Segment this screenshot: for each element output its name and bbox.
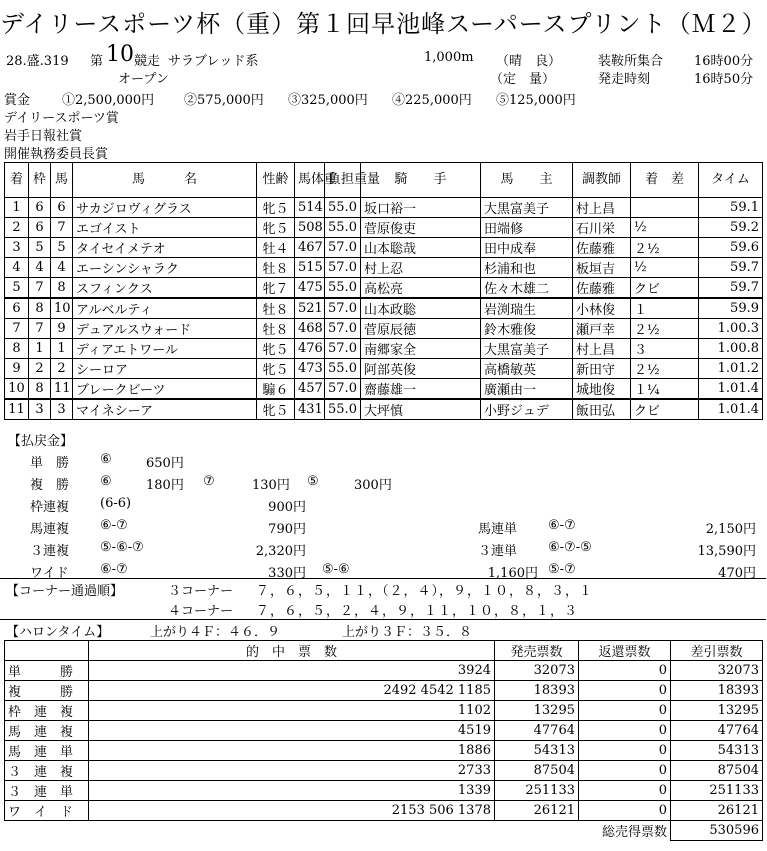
votes-cell-returned: 0 <box>579 741 671 761</box>
votes-cell-net: 54313 <box>671 741 763 761</box>
cell-margin: ３ <box>631 339 699 359</box>
votes-cell-sold: 18393 <box>495 681 579 701</box>
cell-body-weight: 457 <box>295 379 325 400</box>
start-time: 16時50分 <box>694 72 754 87</box>
cell-waku: 6 <box>29 218 51 238</box>
cell-rank: 2 <box>5 218 29 238</box>
umaren-fuku-label: 馬連複 <box>30 522 70 537</box>
cell-waku: 7 <box>29 278 51 299</box>
umaren-fuku-amount: 790円 <box>268 522 306 537</box>
cell-time: 1.00.8 <box>699 339 763 359</box>
cell-time: 1.01.4 <box>699 379 763 400</box>
cell-uma: 9 <box>51 319 73 339</box>
cell-body-weight: 521 <box>295 298 325 319</box>
cell-body-weight: 508 <box>295 218 325 238</box>
cell-body-weight: 515 <box>295 258 325 278</box>
cell-load-weight: 55.0 <box>325 198 361 218</box>
cell-sex-age: 牡８ <box>257 319 295 339</box>
cell-rank: 4 <box>5 258 29 278</box>
wakuren-label: 枠連複 <box>30 500 70 515</box>
votes-cell-type: ３ 連 複 <box>5 761 89 781</box>
cell-load-weight: 55.0 <box>325 359 361 379</box>
votes-cell-net: 251133 <box>671 781 763 801</box>
cell-sex-age: 牝５ <box>257 399 295 420</box>
votes-cell-sold: 13295 <box>495 701 579 721</box>
cell-margin <box>631 198 699 218</box>
cell-horse-name: エゴイスト <box>73 218 257 238</box>
header-trainer: 調教師 <box>573 163 631 198</box>
award-1: デイリースポーツ賞 <box>4 111 119 126</box>
cell-waku: 6 <box>29 198 51 218</box>
cell-rank: 5 <box>5 278 29 299</box>
prize-4: ④225,000円 <box>392 93 472 108</box>
race-code: 28.盛.319 <box>6 54 69 69</box>
cell-jockey: 大坪慎 <box>361 399 481 420</box>
cell-jockey: 高松亮 <box>361 278 481 299</box>
cell-time: 59.7 <box>699 258 763 278</box>
cell-trainer: 佐藤雅 <box>573 238 631 258</box>
cell-trainer: 板垣吉 <box>573 258 631 278</box>
cell-waku: 8 <box>29 298 51 319</box>
wide-combo-1: ⑥-⑦ <box>100 562 128 577</box>
result-row <box>5 339 763 359</box>
cell-horse-name: サカジロヴィグラス <box>73 198 257 218</box>
votes-cell-sold: 54313 <box>495 741 579 761</box>
prize-5: ⑤125,000円 <box>496 93 576 108</box>
cell-jockey: 南郷家全 <box>361 339 481 359</box>
votes-cell-sold: 87504 <box>495 761 579 781</box>
votes-total-row <box>5 821 763 841</box>
votes-cell-hit: 2492 4542 1185 <box>89 681 495 701</box>
cell-uma: 5 <box>51 238 73 258</box>
votes-cell-sold: 26121 <box>495 801 579 821</box>
votes-row <box>5 661 763 681</box>
sanren-fuku-amount: 2,320円 <box>255 544 306 559</box>
cell-margin: ２½ <box>631 359 699 379</box>
cell-body-weight: 467 <box>295 238 325 258</box>
cell-trainer: 城地俊 <box>573 379 631 400</box>
cell-time: 1.00.3 <box>699 319 763 339</box>
race-kyoso: 競走 <box>134 54 161 69</box>
cell-rank: 1 <box>5 198 29 218</box>
cell-owner: 廣瀬由一 <box>481 379 573 400</box>
votes-total-label: 総売得票数 <box>601 825 667 840</box>
votes-cell-hit: 1886 <box>89 741 495 761</box>
cell-horse-name: タイセイメテオ <box>73 238 257 258</box>
gather-label: 装鞍所集合 <box>598 54 664 69</box>
votes-header-net: 差引票数 <box>671 641 763 661</box>
cell-trainer: 佐藤雅 <box>573 278 631 299</box>
votes-cell-returned: 0 <box>579 661 671 681</box>
votes-cell-hit: 2733 <box>89 761 495 781</box>
cell-horse-name: デュアルスウォード <box>73 319 257 339</box>
cell-jockey: 齋藤雄一 <box>361 379 481 400</box>
start-label: 発走時刻 <box>598 72 651 87</box>
prize-label: 賞金 <box>4 93 31 108</box>
cell-trainer: 村上昌 <box>573 339 631 359</box>
halon-divider <box>0 619 766 620</box>
result-row <box>5 238 763 258</box>
result-row <box>5 218 763 238</box>
cell-time: 59.2 <box>699 218 763 238</box>
cell-time: 1.01.4 <box>699 399 763 420</box>
votes-row <box>5 761 763 781</box>
award-3: 開催執務委員長賞 <box>4 147 109 162</box>
fukusho-amount-1: 180円 <box>146 478 184 493</box>
cell-owner: 田中成奉 <box>481 238 573 258</box>
header-weight: 馬体重 <box>295 163 325 198</box>
votes-cell-net: 47764 <box>671 721 763 741</box>
wide-amount-1: 330円 <box>268 566 306 581</box>
cell-body-weight: 468 <box>295 319 325 339</box>
cell-waku: 2 <box>29 359 51 379</box>
prize-1: ①2,500,000円 <box>62 93 155 108</box>
corner-label: 【コーナー通過順】 <box>6 584 124 599</box>
cell-load-weight: 57.0 <box>325 298 361 319</box>
cell-horse-name: シーロア <box>73 359 257 379</box>
cell-sex-age: 騸６ <box>257 379 295 400</box>
cell-jockey: 坂口裕一 <box>361 198 481 218</box>
award-2: 岩手日報社賞 <box>4 129 83 144</box>
results-table <box>4 162 763 420</box>
race-number: 10 <box>106 42 134 67</box>
cell-rank: 10 <box>5 379 29 400</box>
cell-horse-name: マイネシーア <box>73 399 257 420</box>
wide-label: ワイド <box>30 566 69 581</box>
cell-jockey: 菅原辰徳 <box>361 319 481 339</box>
cell-time: 1.01.2 <box>699 359 763 379</box>
cell-uma: 6 <box>51 198 73 218</box>
cell-body-weight: 475 <box>295 278 325 299</box>
cell-uma: 2 <box>51 359 73 379</box>
cell-body-weight: 431 <box>295 399 325 420</box>
cell-load-weight: 57.0 <box>325 238 361 258</box>
cell-margin: ２½ <box>631 319 699 339</box>
race-weather: （晴 良） <box>496 54 562 69</box>
votes-header-sold: 発売票数 <box>495 641 579 661</box>
votes-table <box>4 640 763 841</box>
cell-rank: 8 <box>5 339 29 359</box>
cell-jockey: 村上忍 <box>361 258 481 278</box>
cell-body-weight: 473 <box>295 359 325 379</box>
cell-body-weight: 476 <box>295 339 325 359</box>
result-row <box>5 258 763 278</box>
cell-trainer: 飯田弘 <box>573 399 631 420</box>
corner-divider <box>0 578 766 579</box>
votes-cell-hit: 2153 506 1378 <box>89 801 495 821</box>
cell-trainer: 瀬戸幸 <box>573 319 631 339</box>
votes-cell-returned: 0 <box>579 701 671 721</box>
cell-uma: 8 <box>51 278 73 299</box>
cell-rank: 9 <box>5 359 29 379</box>
cell-uma: 7 <box>51 218 73 238</box>
header-load: 負担重量 <box>325 163 361 198</box>
cell-owner: 岩渕瑞生 <box>481 298 573 319</box>
votes-cell-returned: 0 <box>579 801 671 821</box>
header-owner: 馬 主 <box>481 163 573 198</box>
cell-sex-age: 牡４ <box>257 238 295 258</box>
cell-jockey: 阿部英俊 <box>361 359 481 379</box>
votes-row <box>5 741 763 761</box>
sanren-fuku-combo: ⑤-⑥-⑦ <box>100 540 144 555</box>
votes-cell-type: 枠 連 複 <box>5 701 89 721</box>
cell-sex-age: 牡８ <box>257 258 295 278</box>
wide-amount-2: 1,160円 <box>487 566 538 581</box>
cell-uma: 4 <box>51 258 73 278</box>
votes-cell-hit: 1102 <box>89 701 495 721</box>
cell-margin: １ <box>631 298 699 319</box>
race-class: オープン <box>118 72 169 87</box>
cell-jockey: 山本聡哉 <box>361 238 481 258</box>
cell-waku: 3 <box>29 399 51 420</box>
cell-horse-name: ブレークビーツ <box>73 379 257 400</box>
cell-waku: 4 <box>29 258 51 278</box>
umaren-fuku-combo: ⑥-⑦ <box>100 518 128 533</box>
fukusho-combo-3: ⑤ <box>307 474 319 489</box>
cell-horse-name: アルベルティ <box>73 298 257 319</box>
fukusho-label: 複 勝 <box>30 478 70 493</box>
cell-margin: ½ <box>631 258 699 278</box>
cell-owner: 佐々木雄二 <box>481 278 573 299</box>
sanren-tan-combo: ⑥-⑦-⑤ <box>548 540 592 555</box>
cell-sex-age: 牝５ <box>257 218 295 238</box>
votes-cell-net: 18393 <box>671 681 763 701</box>
cell-rank: 6 <box>5 298 29 319</box>
cell-load-weight: 57.0 <box>325 339 361 359</box>
wakuren-amount: 900円 <box>268 500 306 515</box>
cell-margin: クビ <box>631 399 699 420</box>
cell-horse-name: ディアエトワール <box>73 339 257 359</box>
corner-3-order: ７，６，５，１１，（２，４），９，１０，８，３，１ <box>256 584 594 599</box>
cell-trainer: 新田守 <box>573 359 631 379</box>
header-uma: 馬 <box>51 163 73 198</box>
result-row <box>5 359 763 379</box>
cell-trainer: 小林俊 <box>573 298 631 319</box>
cell-load-weight: 55.0 <box>325 278 361 299</box>
votes-cell-sold: 251133 <box>495 781 579 801</box>
result-row <box>5 298 763 319</box>
tansho-amount: 650円 <box>146 456 184 471</box>
result-row <box>5 379 763 400</box>
result-row <box>5 198 763 218</box>
prize-2: ②575,000円 <box>184 93 264 108</box>
votes-row <box>5 721 763 741</box>
votes-header-returned: 返還票数 <box>579 641 671 661</box>
cell-waku: 8 <box>29 379 51 400</box>
votes-cell-type: 馬 連 複 <box>5 721 89 741</box>
fukusho-amount-2: 130円 <box>252 478 290 493</box>
race-track: （定 量） <box>490 72 556 87</box>
votes-row <box>5 701 763 721</box>
wide-combo-2: ⑤-⑥ <box>322 562 350 577</box>
result-row <box>5 278 763 299</box>
cell-owner: 田端修 <box>481 218 573 238</box>
cell-horse-name: エーシンシャラク <box>73 258 257 278</box>
votes-row <box>5 781 763 801</box>
corner-4-order: ７，６，５，２，４，９，１１，１０，８，１，３ <box>256 604 579 619</box>
cell-rank: 3 <box>5 238 29 258</box>
votes-cell-sold: 32073 <box>495 661 579 681</box>
cell-uma: 10 <box>51 298 73 319</box>
cell-owner: 大黒富美子 <box>481 198 573 218</box>
votes-cell-returned: 0 <box>579 761 671 781</box>
race-breed: サラブレッド系 <box>168 54 259 69</box>
cell-load-weight: 55.0 <box>325 218 361 238</box>
cell-jockey: 菅原俊吏 <box>361 218 481 238</box>
votes-cell-type: 複 勝 <box>5 681 89 701</box>
cell-uma: 1 <box>51 339 73 359</box>
gather-time: 16時00分 <box>694 54 754 69</box>
race-title: デイリースポーツ杯（重）第１回早池峰スーパースプリント（Ｍ２） <box>0 10 767 38</box>
header-margin: 着 差 <box>631 163 699 198</box>
wide-amount-3: 470円 <box>718 566 756 581</box>
votes-cell-hit: 1339 <box>89 781 495 801</box>
cell-owner: 鈴木雅俊 <box>481 319 573 339</box>
votes-cell-net: 26121 <box>671 801 763 821</box>
cell-time: 59.1 <box>699 198 763 218</box>
votes-cell-returned: 0 <box>579 781 671 801</box>
tansho-label: 単 勝 <box>30 456 70 471</box>
cell-sex-age: 牝５ <box>257 339 295 359</box>
cell-time: 59.9 <box>699 298 763 319</box>
votes-header-row <box>5 641 763 661</box>
votes-cell-type: 単 勝 <box>5 661 89 681</box>
halon-label: 【ハロンタイム】 <box>6 625 110 640</box>
wide-combo-3: ⑤-⑦ <box>548 562 576 577</box>
umaren-tan-amount: 2,150円 <box>705 522 756 537</box>
header-time: タイム <box>699 163 763 198</box>
cell-owner: 高橋敏英 <box>481 359 573 379</box>
sanren-tan-label: ３連単 <box>478 544 518 559</box>
cell-uma: 11 <box>51 379 73 400</box>
votes-cell-hit: 3924 <box>89 661 495 681</box>
header-waku: 枠 <box>29 163 51 198</box>
votes-row <box>5 801 763 821</box>
header-jockey: 騎 手 <box>361 163 481 198</box>
votes-cell-net: 87504 <box>671 761 763 781</box>
cell-waku: 7 <box>29 319 51 339</box>
cell-owner: 杉浦和也 <box>481 258 573 278</box>
wakuren-combo: (6-6) <box>100 496 132 511</box>
race-distance: 1,000m <box>424 50 474 65</box>
corner-4-label: ４コーナー <box>168 604 234 619</box>
cell-time: 59.7 <box>699 278 763 299</box>
votes-cell-returned: 0 <box>579 721 671 741</box>
prize-3: ③325,000円 <box>288 93 368 108</box>
cell-sex-age: 牝７ <box>257 278 295 299</box>
cell-jockey: 山本政聡 <box>361 298 481 319</box>
votes-cell-sold: 47764 <box>495 721 579 741</box>
cell-load-weight: 57.0 <box>325 379 361 400</box>
votes-row <box>5 681 763 701</box>
race-dai: 第 <box>90 54 104 69</box>
cell-horse-name: スフィンクス <box>73 278 257 299</box>
cell-margin: クビ <box>631 278 699 299</box>
payout-label: 【払戻金】 <box>8 434 74 449</box>
tansho-combo: ⑥ <box>100 452 112 467</box>
header-rank: 着 <box>5 163 29 198</box>
cell-sex-age: 牝５ <box>257 359 295 379</box>
cell-margin: ２½ <box>631 238 699 258</box>
cell-body-weight: 514 <box>295 198 325 218</box>
fukusho-combo-1: ⑥ <box>100 474 112 489</box>
votes-cell-returned: 0 <box>579 681 671 701</box>
cell-uma: 3 <box>51 399 73 420</box>
votes-total-value: 530596 <box>671 821 763 841</box>
votes-cell-type: ワ イ ド <box>5 801 89 821</box>
fukusho-amount-3: 300円 <box>354 478 392 493</box>
votes-cell-net: 13295 <box>671 701 763 721</box>
cell-trainer: 村上昌 <box>573 198 631 218</box>
votes-cell-hit: 4519 <box>89 721 495 741</box>
cell-rank: 11 <box>5 399 29 420</box>
votes-cell-type: 馬 連 単 <box>5 741 89 761</box>
cell-rank: 7 <box>5 319 29 339</box>
header-name: 馬 名 <box>73 163 257 198</box>
cell-sex-age: 牝５ <box>257 198 295 218</box>
cell-owner: 小野ジュデ <box>481 399 573 420</box>
cell-time: 59.6 <box>699 238 763 258</box>
umaren-tan-label: 馬連単 <box>478 522 518 537</box>
corner-3-label: ３コーナー <box>168 584 234 599</box>
votes-cell-net: 32073 <box>671 661 763 681</box>
cell-margin: １¼ <box>631 379 699 400</box>
votes-cell-type: ３ 連 単 <box>5 781 89 801</box>
cell-trainer: 石川栄 <box>573 218 631 238</box>
cell-margin: ½ <box>631 218 699 238</box>
cell-sex-age: 牡８ <box>257 298 295 319</box>
results-header-row <box>5 163 763 198</box>
sanren-tan-amount: 13,590円 <box>697 544 756 559</box>
cell-waku: 1 <box>29 339 51 359</box>
cell-owner: 大黒富美子 <box>481 339 573 359</box>
cell-load-weight: 55.0 <box>325 399 361 420</box>
cell-waku: 5 <box>29 238 51 258</box>
cell-load-weight: 57.0 <box>325 258 361 278</box>
fukusho-combo-2: ⑦ <box>203 474 215 489</box>
halon-agari3: 上がり３Ｆ：３５．８ <box>342 625 473 640</box>
votes-header-type <box>5 641 89 661</box>
votes-header-hit: 的 中 票 数 <box>89 641 495 661</box>
result-row <box>5 399 763 420</box>
sanren-fuku-label: ３連複 <box>30 544 70 559</box>
halon-agari4: 上がり４Ｆ：４６．９ <box>150 625 281 640</box>
cell-load-weight: 57.0 <box>325 319 361 339</box>
result-row <box>5 319 763 339</box>
header-sex: 性齢 <box>257 163 295 198</box>
umaren-tan-combo: ⑥-⑦ <box>548 518 576 533</box>
